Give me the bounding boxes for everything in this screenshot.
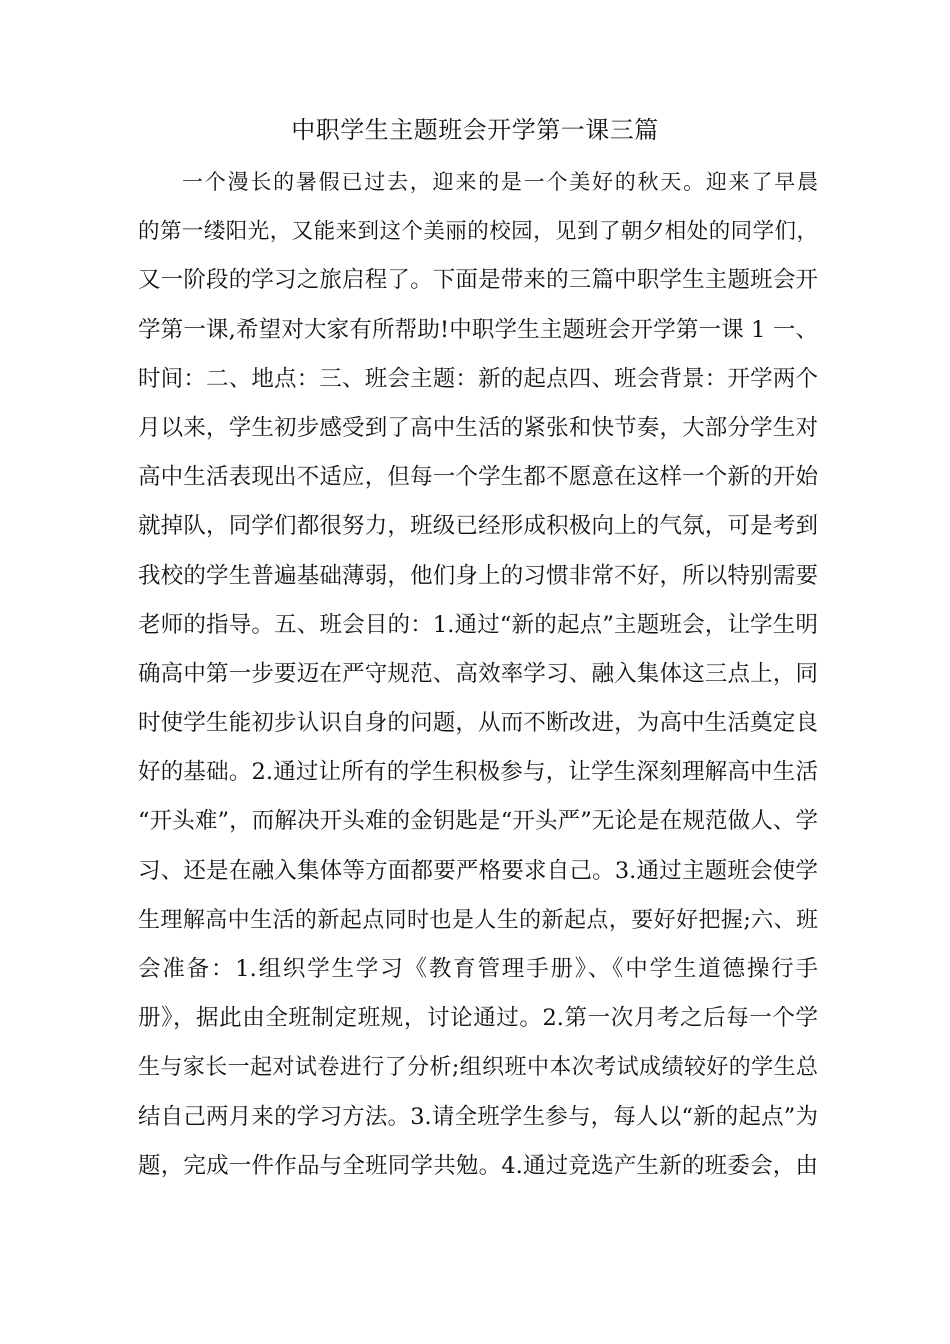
- text-line: 高中生活表现出不适应，但每一个学生都不愿意在这样一个新的开始: [138, 464, 818, 491]
- text-line: 时间：二、地点：三、班会主题：新的起点四、班会背景：开学两个: [138, 365, 818, 392]
- text-line: 确高中第一步要迈在严守规范、高效率学习、融入集体这三点上，同: [138, 660, 818, 687]
- text-line: 好的基础。2.通过让所有的学生积极参与，让学生深刻理解高中生活: [138, 759, 818, 786]
- text-line: 月以来，学生初步感受到了高中生活的紧张和快节奏，大部分学生对: [138, 414, 818, 441]
- text-line: 题，完成一件作品与全班同学共勉。4.通过竞选产生新的班委会，由: [138, 1152, 818, 1179]
- text-line: 习、还是在融入集体等方面都要严格要求自己。3.通过主题班会使学: [138, 857, 818, 884]
- text-line: 生与家长一起对试卷进行了分析;组织班中本次考试成绩较好的学生总: [138, 1055, 818, 1081]
- document-body: [138, 158, 818, 1191]
- text-line: 会准备：1.组织学生学习《教育管理手册》、《中学生道德操行手: [138, 956, 818, 982]
- text-line: 时使学生能初步认识自身的问题，从而不断改进，为高中生活奠定良: [138, 710, 818, 737]
- text-line: 就掉队，同学们都很努力，班级已经形成积极向上的气氛，可是考到: [138, 513, 818, 540]
- text-line: “开头难”，而解决开头难的金钥匙是“开头严”无论是在规范做人、学: [138, 808, 818, 835]
- text-line: 又一阶段的学习之旅启程了。下面是带来的三篇中职学生主题班会开: [138, 267, 818, 294]
- text-line: 的第一缕阳光，又能来到这个美丽的校园，见到了朝夕相处的同学们，: [138, 219, 818, 245]
- page-title: 中职学生主题班会开学第一课三篇: [291, 116, 659, 144]
- text-line: 学第一课,希望对大家有所帮助!中职学生主题班会开学第一课 1 一、: [138, 316, 818, 343]
- text-line: 我校的学生普遍基础薄弱，他们身上的习惯非常不好，所以特别需要: [138, 562, 818, 589]
- text-line: 结自己两月来的学习方法。3.请全班学生参与，每人以“新的起点”为: [138, 1103, 818, 1130]
- text-line: 老师的指导。五、班会目的：1.通过“新的起点”主题班会，让学生明: [138, 611, 818, 638]
- text-line: 一个漫长的暑假已过去，迎来的是一个美好的秋天。迎来了早晨: [182, 170, 818, 194]
- text-line: 册》，据此由全班制定班规，讨论通过。2.第一次月考之后每一个学: [138, 1005, 818, 1032]
- text-line: 生理解高中生活的新起点同时也是人生的新起点，要好好把握;六、班: [138, 907, 818, 933]
